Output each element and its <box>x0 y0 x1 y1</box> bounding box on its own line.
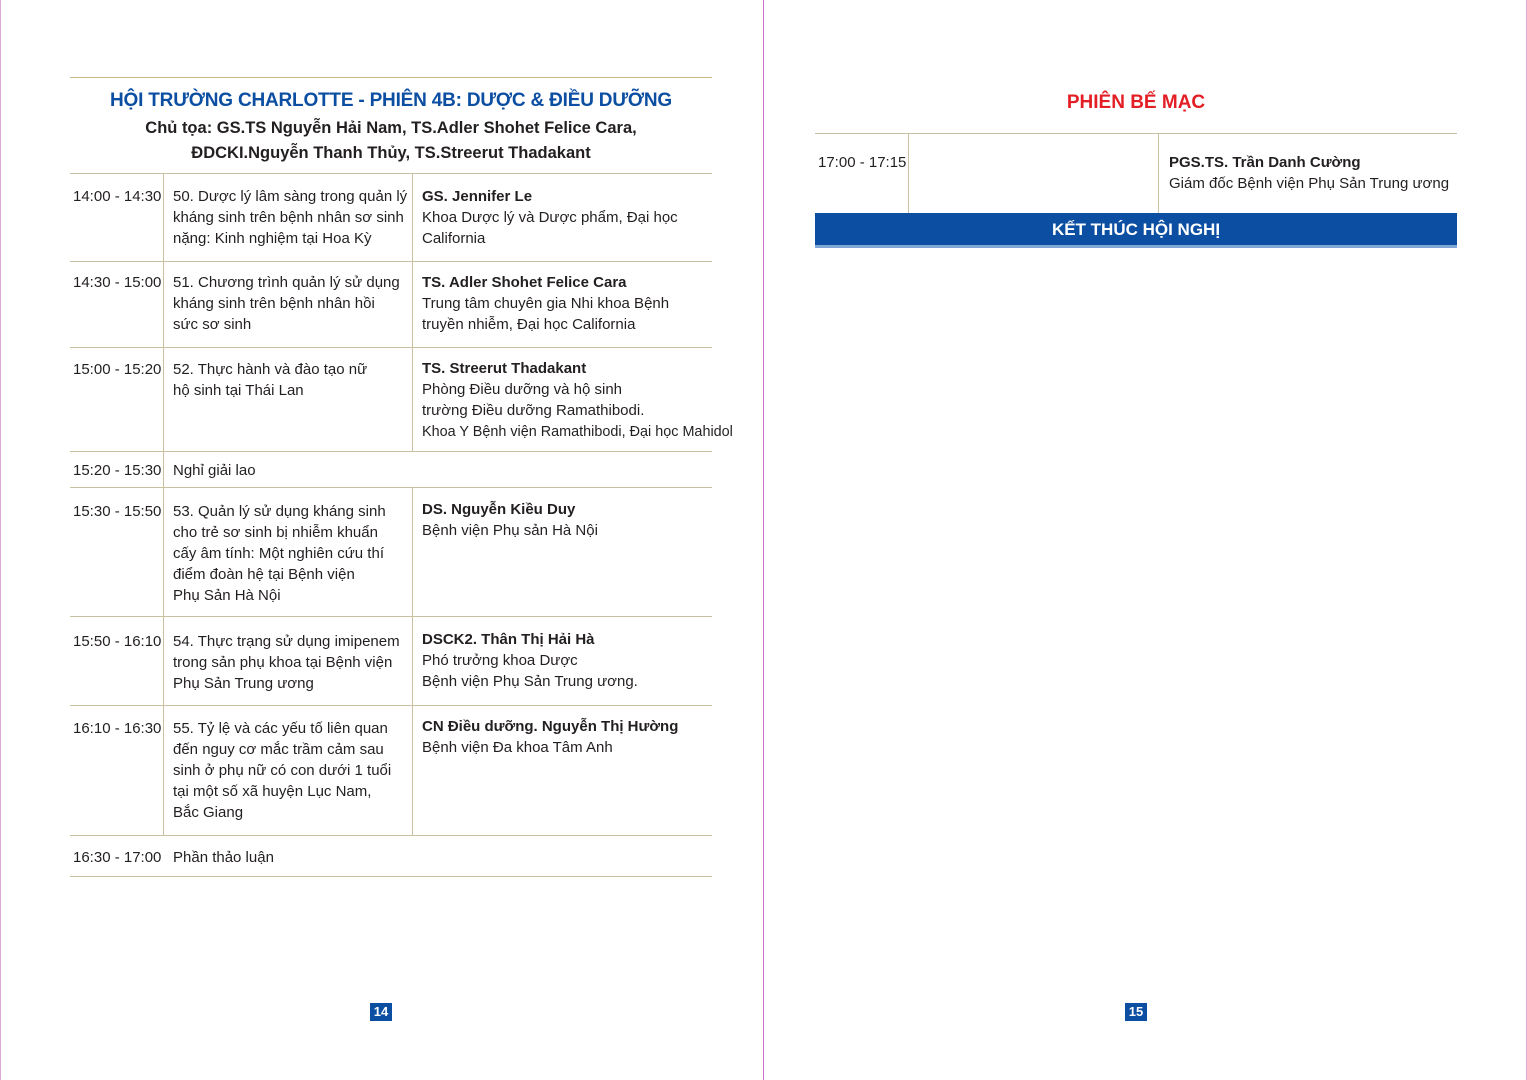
row-speaker: CN Điều dưỡng. Nguyễn Thị Hường Bệnh viện Đa khoa Tâm Anh <box>422 716 722 758</box>
row-topic: 53. Quản lý sử dụng kháng sinh cho trẻ sơ sinh bị nhiễm khuẩn cấy âm tính: Một nghiên cứu thí điểm đoàn hệ tại Bệnh viện Phụ Sản Hà Nội <box>173 503 386 604</box>
closing-table-top-rule <box>815 133 1457 134</box>
row-time: 14:30 - 15:00 <box>73 274 162 291</box>
row-time: 14:00 - 14:30 <box>73 188 162 205</box>
closing-session-title: PHIÊN BẾ MẠC <box>1066 92 1206 113</box>
speaker-name: DSCK2. Thân Thị Hải Hà <box>422 631 595 648</box>
speaker-name: TS. Adler Shohet Felice Cara <box>422 274 627 291</box>
row-divider <box>70 487 712 488</box>
row-speaker: DSCK2. Thân Thị Hải Hà Phó trưởng khoa Dược Bệnh viện Phụ Sản Trung ương. <box>422 629 722 692</box>
column-divider-time <box>163 174 164 836</box>
speaker-name: GS. Jennifer Le <box>422 188 533 205</box>
row-speaker: DS. Nguyễn Kiều Duy Bệnh viện Phụ sản Hà Nội <box>422 499 722 541</box>
closing-row-speaker: PGS.TS. Trần Danh Cường Giám đốc Bệnh viện Phụ Sản Trung ương <box>1169 152 1459 194</box>
row-divider <box>70 451 712 452</box>
row-topic: 52. Thực hành và đào tạo nữ hộ sinh tại Thái Lan <box>173 361 368 399</box>
row-topic: 54. Thực trạng sử dụng imipenem trong sản phụ khoa tại Bệnh viện Phụ Sản Trung ương <box>173 633 400 692</box>
row-topic: Nghỉ giải lao <box>173 462 256 479</box>
row-time: 16:10 - 16:30 <box>73 720 162 737</box>
column-divider-time <box>908 134 909 213</box>
row-topic: 50. Dược lý lâm sàng trong quản lý kháng sinh trên bệnh nhân sơ sinh nặng: Kinh nghiệm tại Hoa Kỳ <box>173 188 408 247</box>
row-speaker: TS. Adler Shohet Felice Cara Trung tâm chuyên gia Nhi khoa Bệnh truyền nhiễm, Đại học California <box>422 272 722 335</box>
page-spine <box>763 0 764 1080</box>
row-time: 16:30 - 17:00 <box>73 849 162 866</box>
speaker-name: PGS.TS. Trần Danh Cường <box>1169 154 1361 171</box>
row-divider <box>70 705 712 706</box>
row-time: 15:20 - 15:30 <box>73 462 162 479</box>
column-divider-topic <box>412 488 413 835</box>
row-time: 15:00 - 15:20 <box>73 361 162 378</box>
session-title: HỘI TRƯỜNG CHARLOTTE - PHIÊN 4B: DƯỢC & ĐIỀU DƯỠNG <box>110 90 672 111</box>
column-divider-topic <box>412 174 413 451</box>
speaker-name: CN Điều dưỡng. Nguyễn Thị Hường <box>422 718 679 735</box>
row-topic: 51. Chương trình quản lý sử dụng kháng sinh trên bệnh nhân hồi sức sơ sinh <box>173 274 400 333</box>
row-divider <box>70 261 712 262</box>
table-top-rule <box>70 173 712 174</box>
row-time: 15:50 - 16:10 <box>73 633 162 650</box>
closing-row-time: 17:00 - 17:15 <box>818 154 907 171</box>
left-page <box>0 0 763 1080</box>
chair-line-1: Chủ tọa: GS.TS Nguyễn Hải Nam, TS.Adler Shohet Felice Cara, <box>145 119 637 137</box>
row-topic: Phần thảo luận <box>173 849 274 866</box>
row-topic: 55. Tỷ lệ và các yếu tố liên quan đến nguy cơ mắc trầm cảm sau sinh ở phụ nữ có con dưới 1 tuổi tại một số xã huyện Lục Nam, Bắc Giang <box>173 720 392 821</box>
row-speaker: TS. Streerut Thadakant Phòng Điều dưỡng và hộ sinh trường Điều dưỡng Ramathibodi. Khoa Y Bệnh viện Ramathibodi, Đại học Mahidol <box>422 360 733 440</box>
top-rule <box>70 77 712 78</box>
row-divider <box>70 616 712 617</box>
speaker-name: DS. Nguyễn Kiều Duy <box>422 501 576 518</box>
table-bottom-rule <box>70 876 712 877</box>
row-speaker: GS. Jennifer Le Khoa Dược lý và Dược phẩm, Đại học California <box>422 186 722 249</box>
row-time: 15:30 - 15:50 <box>73 503 162 520</box>
row-divider <box>70 835 712 836</box>
column-divider-topic <box>1158 134 1159 213</box>
conference-end-banner: KẾT THÚC HỘI NGHỊ <box>815 213 1457 248</box>
chair-line-2: ĐDCKI.Nguyễn Thanh Thủy, TS.Streerut Thadakant <box>191 144 591 162</box>
speaker-name: TS. Streerut Thadakant <box>422 360 587 377</box>
page-number: 15 <box>1125 1003 1147 1021</box>
page-number: 14 <box>370 1003 392 1021</box>
row-divider <box>70 347 712 348</box>
